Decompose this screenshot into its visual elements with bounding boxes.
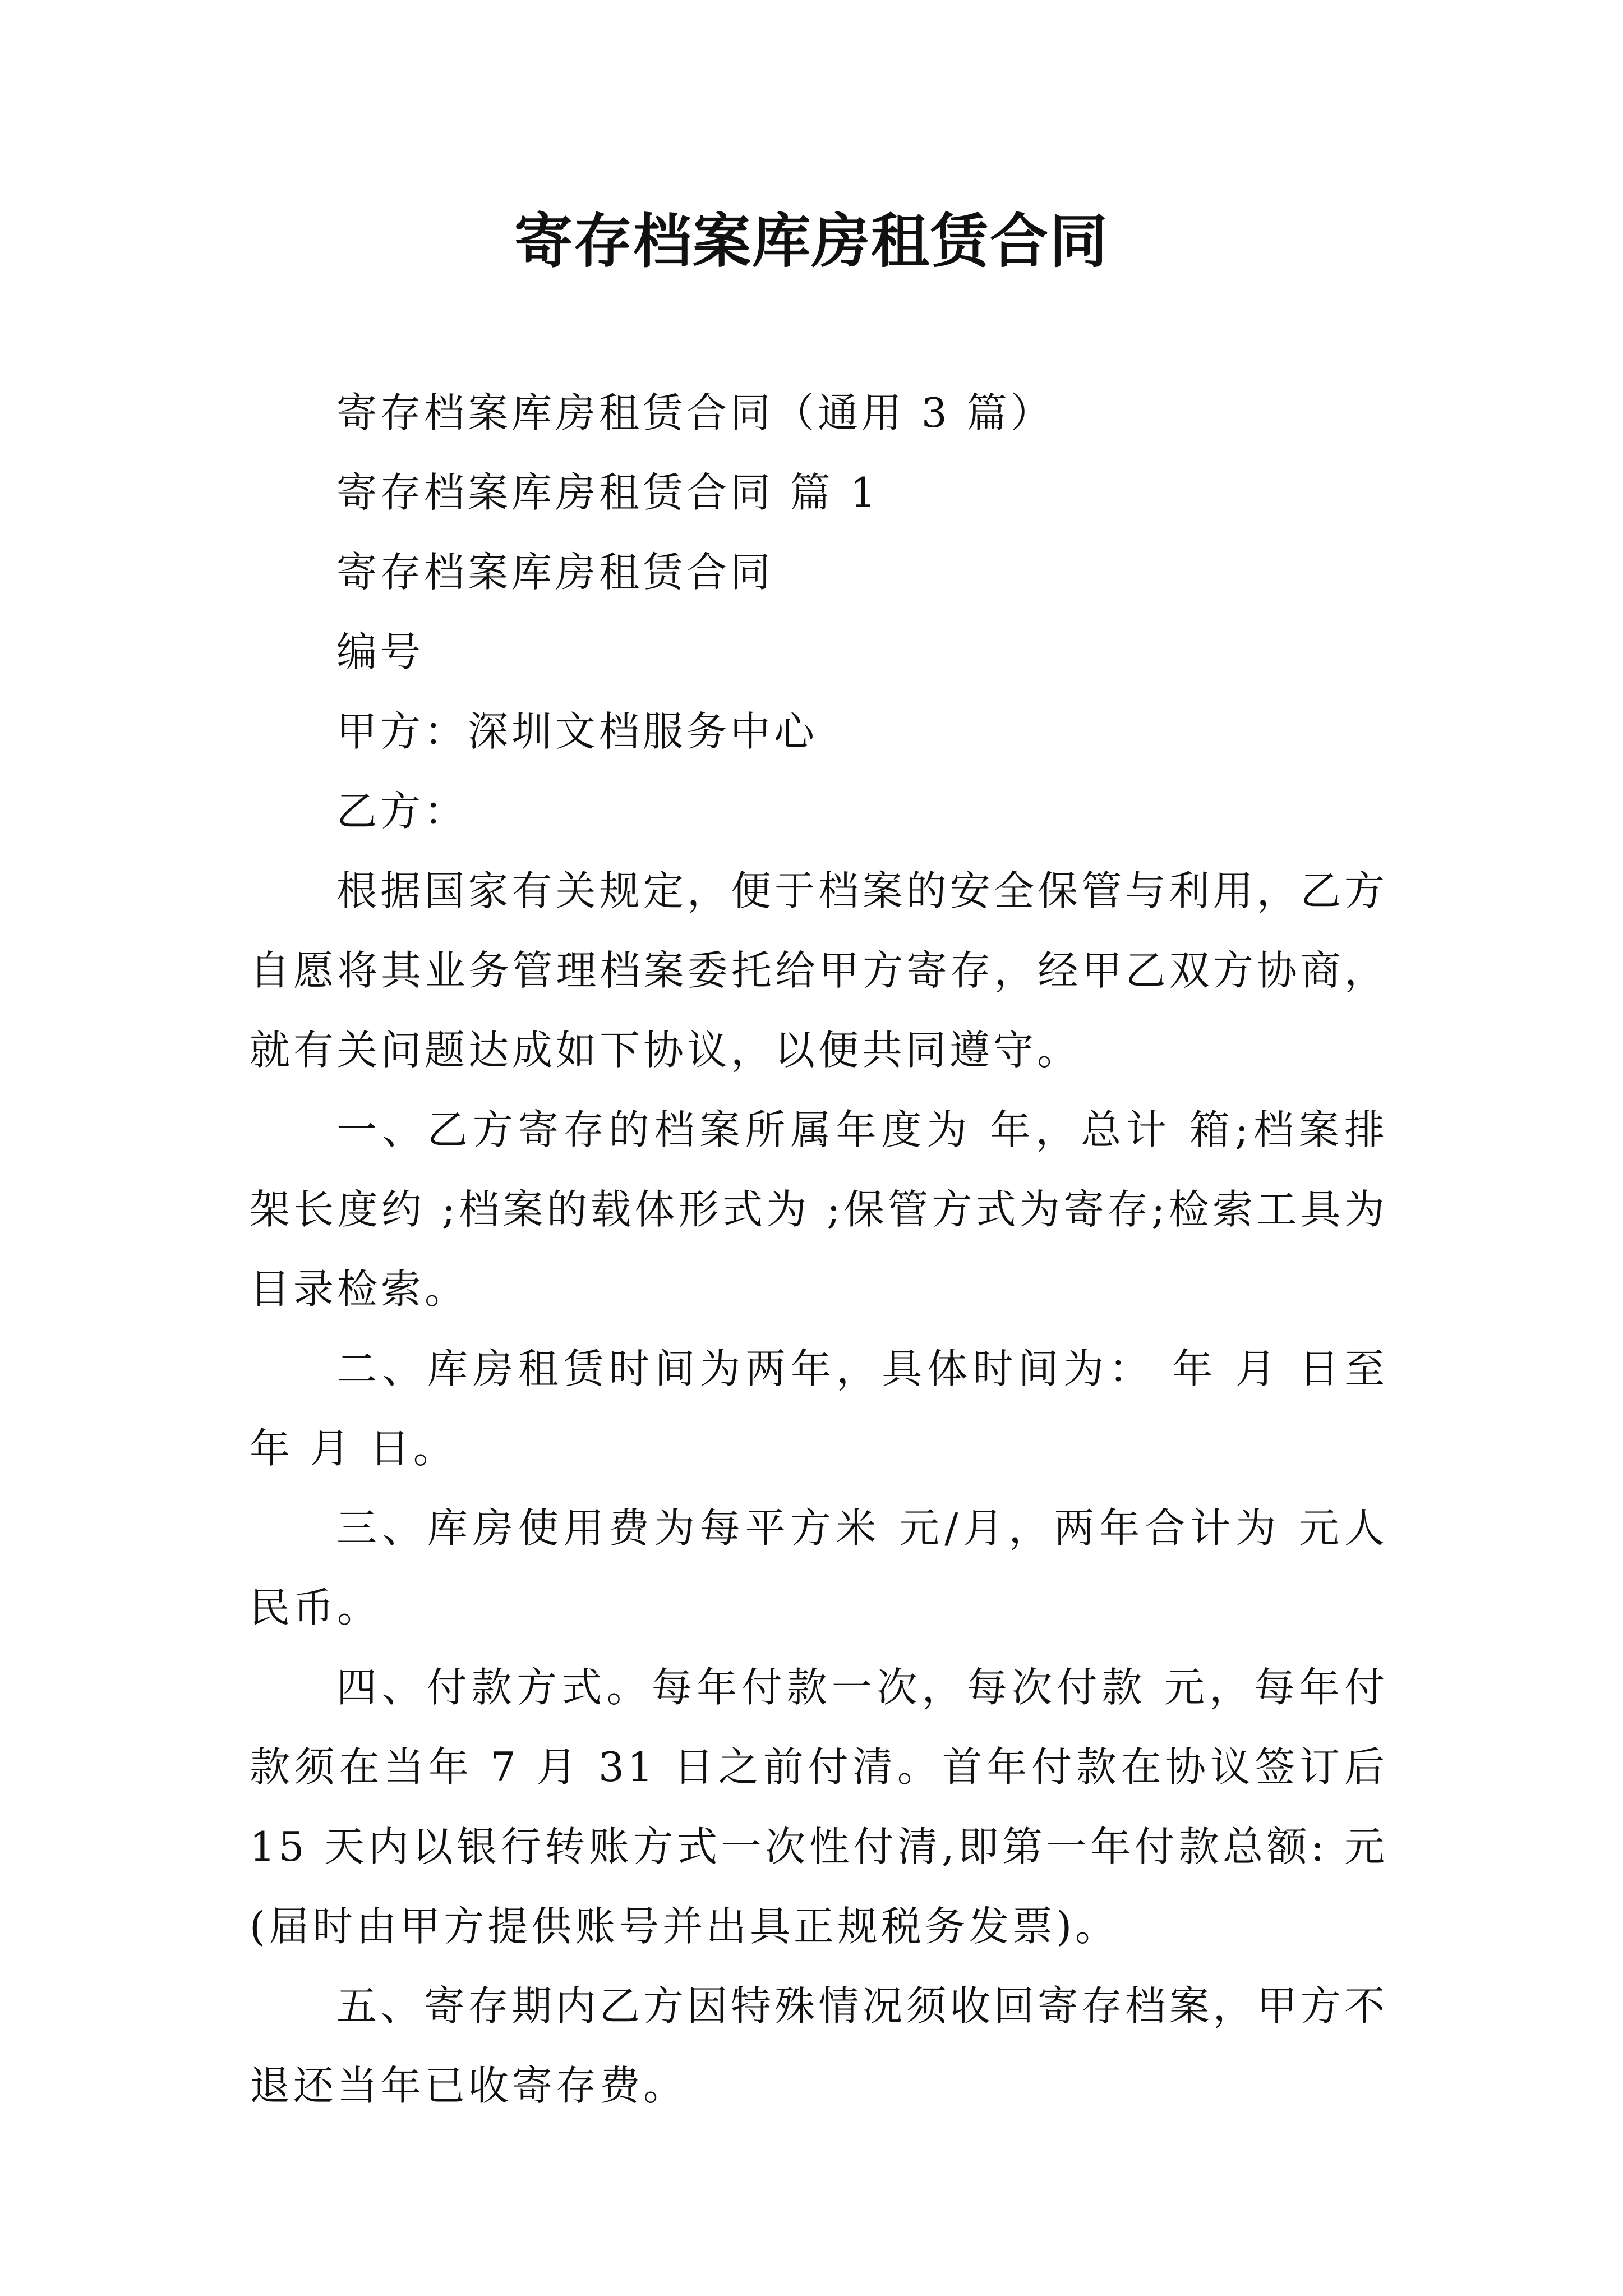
paragraph-clause-3: 三、库房使用费为每平方米 元/月，两年合计为 元人民币。: [250, 1504, 1388, 1631]
doc-section-line: 寄存档案库房租赁合同 篇 1: [336, 469, 879, 516]
doc-number-label: 编号: [336, 628, 425, 675]
paragraph-clause-1: 一、乙方寄存的档案所属年度为 年，总计 箱;档案排架长度约 ;档案的载体形式为 ;保管方式为寄存;检索工具为目录检索。: [250, 1106, 1388, 1313]
paragraph-clause-4: 四、付款方式。每年付款一次，每次付款 元，每年付款须在当年 7 月 31 日之前付清。首年付款在协议签订后 15 天内以银行转账方式一次性付清,即第一年付款总额: 元(届时由甲方提供账号并出具正规税务发票)。: [250, 1664, 1388, 1950]
document-body: [250, 373, 1388, 2125]
document-title: 寄存档案库房租赁合同: [514, 206, 1109, 275]
party-b-line: 乙方：: [336, 788, 468, 835]
paragraph-clause-5: 五、寄存期内乙方因特殊情况须收回寄存档案，甲方不退还当年已收寄存费。: [250, 1982, 1388, 2109]
paragraph-preamble: 根据国家有关规定，便于档案的安全保管与利用，乙方自愿将其业务管理档案委托给甲方寄存，经甲乙双方协商，就有关问题达成如下协议，以便共同遵守。: [250, 867, 1388, 1074]
paragraph-clause-2: 二、库房租赁时间为两年，具体时间为： 年 月 日至 年 月 日。: [250, 1345, 1388, 1472]
doc-contract-name-line: 寄存档案库房租赁合同: [336, 549, 774, 596]
party-a-line: 甲方：深圳文档服务中心: [336, 708, 818, 755]
doc-heading-line: 寄存档案库房租赁合同（通用 3 篇）: [336, 389, 1054, 436]
